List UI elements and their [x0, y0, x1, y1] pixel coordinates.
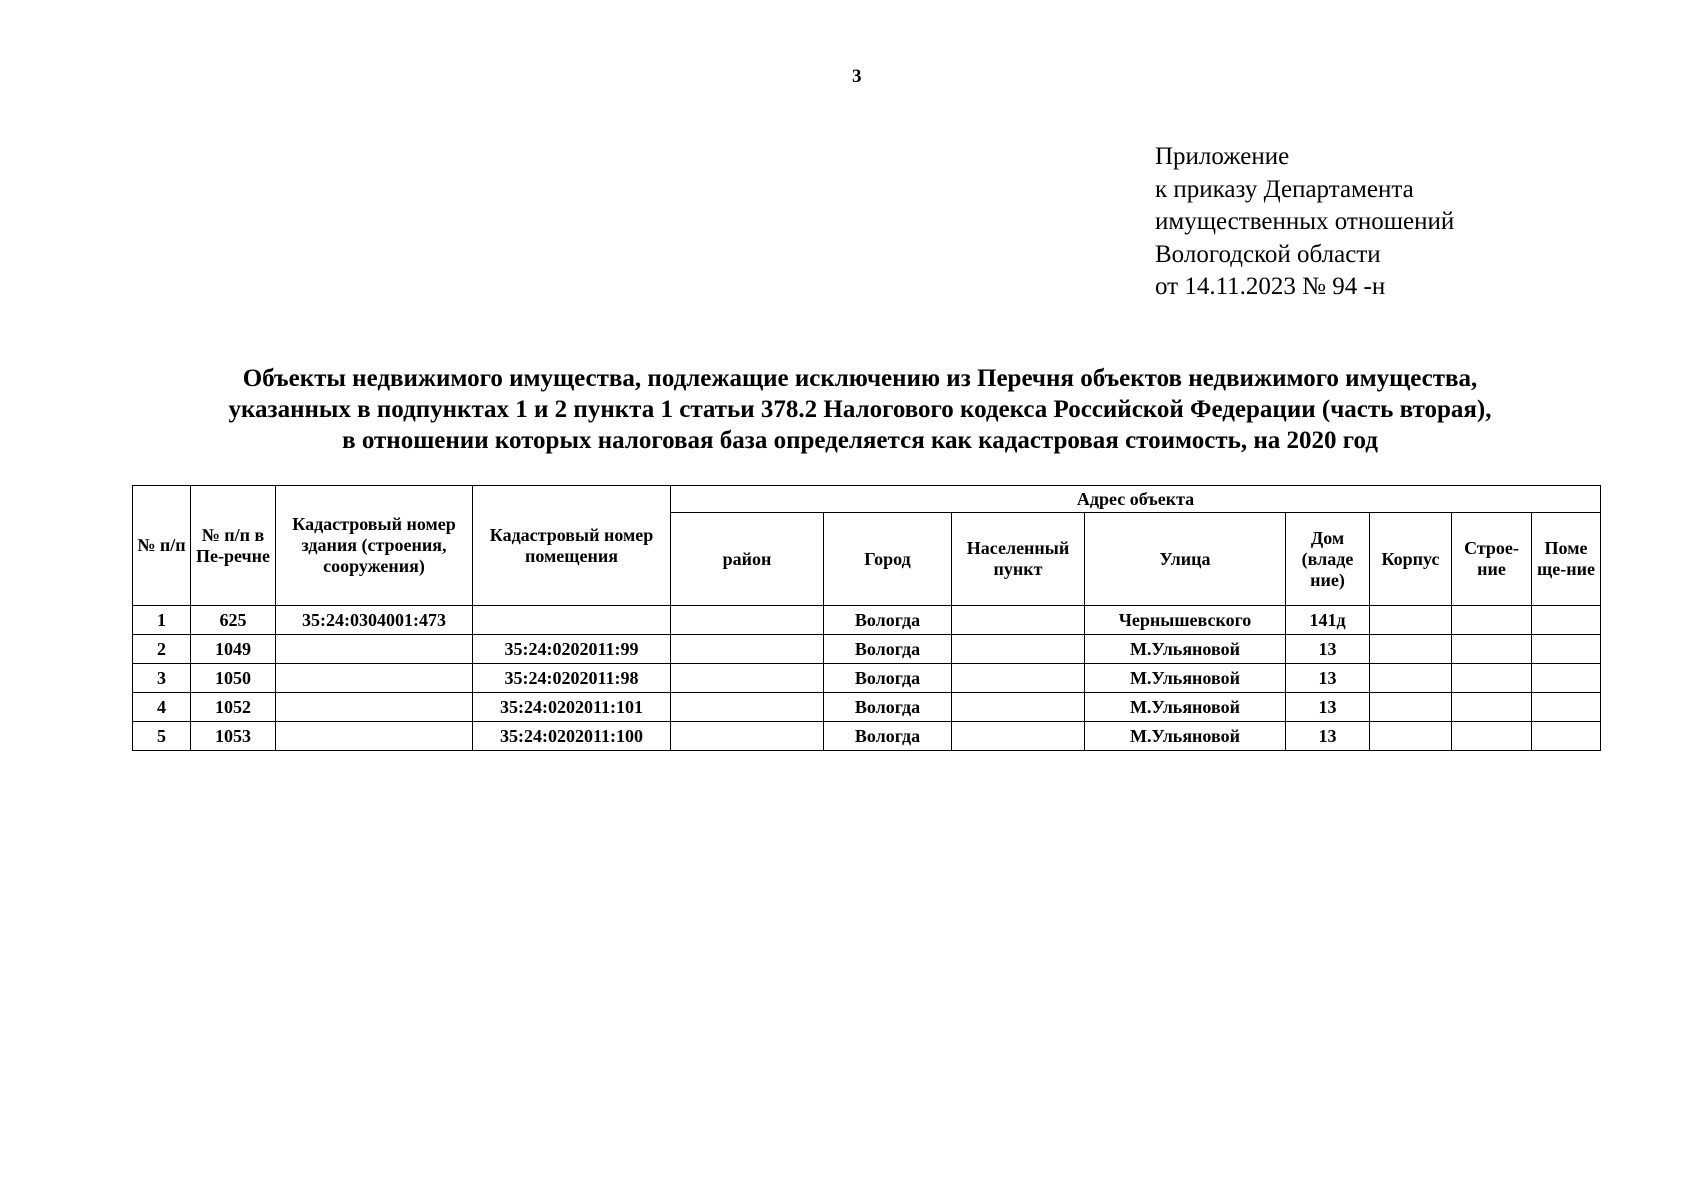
cell-num: 2	[133, 635, 191, 664]
cell-city: Вологда	[824, 722, 952, 751]
cell-korpus	[1370, 606, 1452, 635]
cell-house: 141д	[1286, 606, 1370, 635]
appendix-line: от 14.11.2023 № 94 -н	[1155, 273, 1386, 300]
cell-building-cadastral	[276, 635, 473, 664]
cell-settlement	[952, 693, 1085, 722]
cell-settlement	[952, 664, 1085, 693]
cell-premises-cadastral: 35:24:0202011:100	[473, 722, 671, 751]
appendix-line: к приказу Департамента	[1155, 175, 1414, 203]
header-settlement: Населенный пункт	[952, 513, 1085, 606]
cell-building	[1452, 664, 1532, 693]
cell-premises	[1532, 722, 1601, 751]
cell-num: 4	[133, 693, 191, 722]
cell-korpus	[1370, 635, 1452, 664]
table-row	[133, 722, 1601, 751]
cell-list-num: 1052	[191, 693, 276, 722]
cell-settlement	[952, 635, 1085, 664]
cell-street: М.Ульяновой	[1085, 635, 1286, 664]
table-row	[133, 606, 1601, 635]
cell-premises-cadastral: 35:24:0202011:101	[473, 693, 671, 722]
appendix-block	[1155, 141, 1454, 304]
cell-premises-cadastral	[473, 606, 671, 635]
header-district: район	[671, 513, 824, 606]
cell-district	[671, 722, 824, 751]
cell-premises-cadastral: 35:24:0202011:98	[473, 664, 671, 693]
cell-list-num: 1053	[191, 722, 276, 751]
cell-premises	[1532, 635, 1601, 664]
cell-building	[1452, 606, 1532, 635]
cell-num: 5	[133, 722, 191, 751]
cell-building	[1452, 635, 1532, 664]
cell-city: Вологда	[824, 635, 952, 664]
cell-korpus	[1370, 693, 1452, 722]
header-building-cadastral: Кадастровый номер здания (строения, сооружения)	[276, 486, 473, 606]
cell-street: М.Ульяновой	[1085, 722, 1286, 751]
cell-district	[671, 606, 824, 635]
cell-building-cadastral: 35:24:0304001:473	[276, 606, 473, 635]
header-row-top	[133, 486, 1601, 513]
cell-premises-cadastral: 35:24:0202011:99	[473, 635, 671, 664]
title-line: в отношении которых налоговая база определяется как кадастровая стоимость, на 2020 год	[342, 427, 1378, 454]
cell-building	[1452, 722, 1532, 751]
table-row	[133, 635, 1601, 664]
cell-premises	[1532, 693, 1601, 722]
cell-street: М.Ульяновой	[1085, 693, 1286, 722]
cell-num: 1	[133, 606, 191, 635]
page-number: 3	[852, 66, 862, 87]
cell-settlement	[952, 606, 1085, 635]
cell-district	[671, 635, 824, 664]
cell-num: 3	[133, 664, 191, 693]
header-city: Город	[824, 513, 952, 606]
cell-city: Вологда	[824, 664, 952, 693]
cell-list-num: 1049	[191, 635, 276, 664]
cell-house: 13	[1286, 693, 1370, 722]
objects-table	[132, 485, 1601, 751]
appendix-line: Приложение	[1155, 143, 1290, 170]
title-line: указанных в подпунктах 1 и 2 пункта 1 статьи 378.2 Налогового кодекса Российской Федерации (часть вторая),	[228, 396, 1492, 423]
cell-city: Вологда	[824, 606, 952, 635]
cell-premises	[1532, 664, 1601, 693]
header-list-num: № п/п в Пе-речне	[191, 486, 276, 606]
cell-building-cadastral	[276, 693, 473, 722]
cell-list-num: 1050	[191, 664, 276, 693]
cell-district	[671, 664, 824, 693]
table-row	[133, 664, 1601, 693]
cell-house: 13	[1286, 635, 1370, 664]
cell-building-cadastral	[276, 664, 473, 693]
cell-street: Чернышевского	[1085, 606, 1286, 635]
cell-city: Вологда	[824, 693, 952, 722]
cell-list-num: 625	[191, 606, 276, 635]
table-body	[133, 606, 1601, 751]
cell-house: 13	[1286, 722, 1370, 751]
document-title	[120, 363, 1600, 456]
table-row	[133, 693, 1601, 722]
cell-settlement	[952, 722, 1085, 751]
title-line: Объекты недвижимого имущества, подлежащие исключению из Перечня объектов недвижимого имущества,	[242, 365, 1478, 392]
header-address-group: Адрес объекта	[671, 486, 1601, 513]
cell-building	[1452, 693, 1532, 722]
header-house: Дом (владе ние)	[1286, 513, 1370, 606]
header-premises: Поме ще-ние	[1532, 513, 1601, 606]
appendix-line: Вологодской области	[1155, 240, 1381, 268]
cell-korpus	[1370, 664, 1452, 693]
cell-premises	[1532, 606, 1601, 635]
cell-street: М.Ульяновой	[1085, 664, 1286, 693]
header-korpus: Корпус	[1370, 513, 1452, 606]
cell-building-cadastral	[276, 722, 473, 751]
cell-district	[671, 693, 824, 722]
header-num: № п/п	[133, 486, 191, 606]
header-premises-cadastral: Кадастровый номер помещения	[473, 486, 671, 606]
cell-korpus	[1370, 722, 1452, 751]
header-street: Улица	[1085, 513, 1286, 606]
appendix-line: имущественных отношений	[1155, 208, 1455, 235]
header-building: Строе-ние	[1452, 513, 1532, 606]
cell-house: 13	[1286, 664, 1370, 693]
